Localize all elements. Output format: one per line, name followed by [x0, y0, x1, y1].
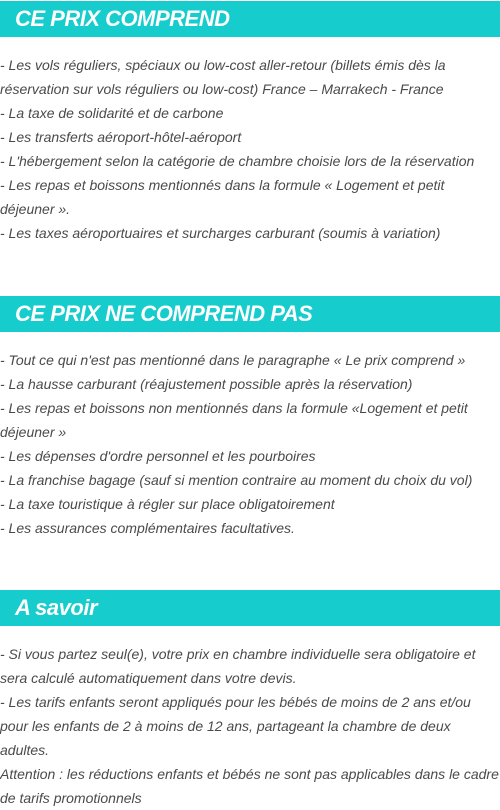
- list-item: - La taxe de solidarité et de carbone: [0, 105, 224, 121]
- list-item: - Les taxes aéroportuaires et surcharges carburant (soumis à variation): [0, 225, 441, 241]
- section-body: [0, 348, 500, 540]
- list-item: - Les dépenses d'ordre personnel et les pourboires: [0, 448, 316, 464]
- section-body: [0, 642, 500, 810]
- list-item: - Les tarifs enfants seront appliqués pour les bébés de moins de 2 ans et/ou pour les enfants de 2 à moins de 12 ans, partageant la chambre de deux adultes.: [0, 694, 471, 758]
- section-header: [0, 590, 500, 626]
- section-body: [0, 53, 500, 245]
- section-header: [0, 296, 500, 332]
- list-item: - La hausse carburant (réajustement possible après la réservation): [0, 376, 413, 392]
- list-item: - La taxe touristique à régler sur place obligatoirement: [0, 496, 335, 512]
- list-item: Attention : les réductions enfants et bébés ne sont pas applicables dans le cadre de tarifs promotionnels: [0, 766, 499, 806]
- list-item: - Les repas et boissons non mentionnés dans la formule «Logement et petit déjeuner »: [0, 400, 468, 440]
- section-title: CE PRIX COMPREND: [15, 6, 230, 31]
- list-item: - La franchise bagage (sauf si mention contraire au moment du choix du vol): [0, 472, 473, 488]
- list-item: - Les assurances complémentaires facultatives.: [0, 520, 295, 536]
- section-header: [0, 1, 500, 37]
- list-item: - L'hébergement selon la catégorie de chambre choisie lors de la réservation: [0, 153, 475, 169]
- list-item: - Les vols réguliers, spéciaux ou low-cost aller-retour (billets émis dès la réservation sur vols réguliers ou low-cost) France – Marrakech - France: [0, 57, 446, 97]
- section-title: CE PRIX NE COMPREND PAS: [15, 301, 313, 326]
- section-title: A savoir: [15, 595, 98, 620]
- list-item: - Les transferts aéroport-hôtel-aéroport: [0, 129, 242, 145]
- list-item: - Les repas et boissons mentionnés dans la formule « Logement et petit déjeuner ».: [0, 177, 445, 217]
- list-item: - Si vous partez seul(e), votre prix en chambre individuelle sera obligatoire et sera calculé automatiquement dans votre devis.: [0, 646, 476, 686]
- section-good-to-know: [0, 590, 500, 810]
- section-price-excludes: [0, 296, 500, 540]
- list-item: - Tout ce qui n'est pas mentionné dans le paragraphe « Le prix comprend »: [0, 352, 466, 368]
- section-price-includes: [0, 1, 500, 245]
